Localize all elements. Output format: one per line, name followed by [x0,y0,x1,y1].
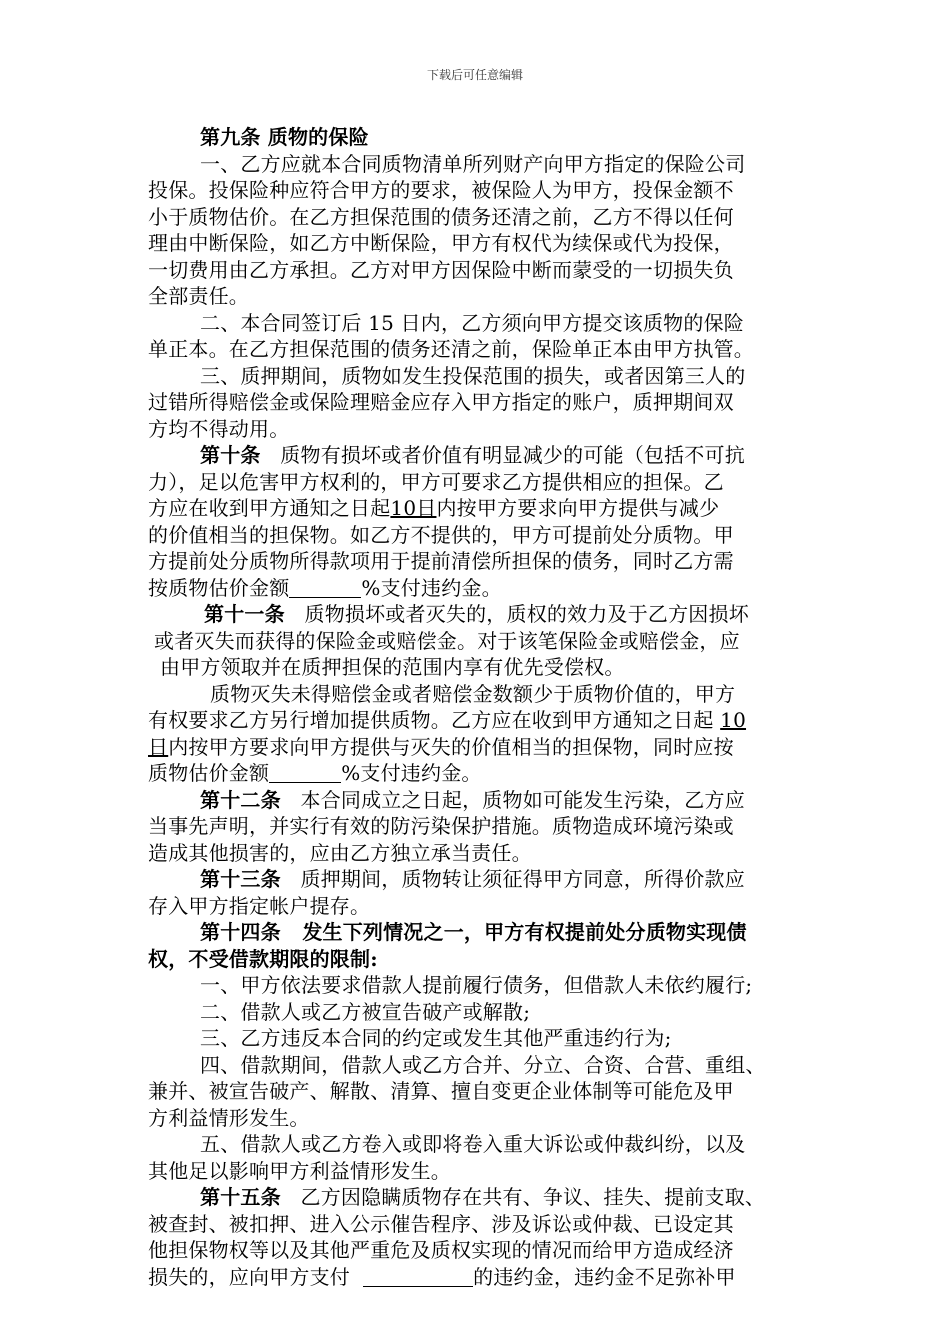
article-11-line [148,734,812,761]
article-9-line: 全部责任。 [148,284,249,308]
article-15-line: 他担保物权等以及其他严重危及质权实现的情况而给甲方造成经济 [148,1238,734,1262]
article-14-line: 权，不受借款期限的限制: [148,946,378,971]
article-9-line: 过错所得赔偿金或保险理赔金应存入甲方指定的账户，质押期间双 [148,390,734,414]
article-13-line: 存入甲方指定帐户提存。 [148,893,371,918]
article-14-text: 发生下列情况之一，甲方有权提前处分质物实现债 [302,920,747,944]
article-14-item: 其他足以影响甲方利益情形发生。 [148,1158,451,1183]
article-11-line [148,707,812,734]
article-14-item: 兼并、被宣告破产、解散、清算、擅自变更企业体制等可能危及甲 [148,1079,734,1103]
article-13-title: 第十三条 [200,867,281,891]
article-12-text: 本合同成立之日起，质物如可能发生污染，乙方应 [300,787,745,812]
article-10-line [148,495,812,522]
article-9-line: 小于质物估价。在乙方担保范围的债务还清之前，乙方不得以任何 [148,204,734,229]
article-15-line: 被查封、被扣押、进入公示催告程序、涉及诉讼或仲裁、已设定其 [148,1211,734,1236]
article-10-text: 质物有损坏或者价值有明显减少的可能（包括不可抗 [280,443,745,467]
article-9-line: 一切费用由乙方承担。乙方对甲方因保险中断而蒙受的一切损失负 [148,257,734,282]
article-15-line [148,1264,812,1291]
article-10-text: 按质物估价金额 [148,575,290,600]
article-14-item: 三、乙方违反本合同的约定或发生其他严重违约行为; [200,1026,672,1050]
article-14-item: 方利益情形发生。 [148,1105,310,1130]
article-11-days: 10 [720,708,747,732]
article-11-text: 有权要求乙方另行增加提供质物。乙方应在收到甲方通知之日起 [148,708,714,732]
article-15-first-line [148,1184,812,1211]
article-11-text: %支付违约金。 [341,761,482,785]
article-11-title: 第十一条 [204,602,285,626]
article-14-item: 四、借款期间，借款人或乙方合并、分立、合资、合营、重组、 [200,1052,766,1077]
article-9-line: 方均不得动用。 [148,416,290,441]
article-15-text: 损失的，应向甲方支付 [148,1264,350,1289]
article-11-line: 或者灭失而获得的保险金或赔偿金。对于该笔保险金或赔偿金，应 [154,628,740,653]
article-11-text: 质物损坏或者灭失的，质权的效力及于乙方因损坏 [304,602,749,626]
article-10-line [148,575,812,602]
article-15-title: 第十五条 [200,1185,281,1209]
article-12-line: 造成其他损害的，应由乙方独立承当责任。 [148,840,532,865]
document-body [148,124,812,1290]
article-9-line: 理由中断保险，如乙方中断保险，甲方有权代为续保或代为投保， [148,231,734,255]
penalty-rate-blank[interactable] [289,577,361,598]
article-9-line: 三、质押期间，质物如发生投保范围的损失，或者因第三人的 [200,363,746,388]
article-11-text: 质物估价金额 [148,761,270,785]
article-14-item: 二、借款人或乙方被宣告破产或解散; [200,999,531,1024]
article-14-item: 五、借款人或乙方卷入或即将卷入重大诉讼或仲裁纠纷，以及 [200,1132,746,1156]
article-11-line: 由甲方领取并在质押担保的范围内享有优先受偿权。 [160,655,625,679]
article-11-line: 质物灭失未得赔偿金或者赔偿金数额少于质物价值的，甲方 [210,681,736,706]
article-12-title: 第十二条 [200,787,281,812]
article-13-first-line [148,866,812,893]
penalty-rate-blank[interactable] [269,762,341,783]
article-9-line: 二、本合同签订后 15 日内，乙方须向甲方提交该质物的保险 [200,310,744,335]
article-10-text: 方应在收到甲方通知之日起 [148,496,391,520]
article-10-first-line [148,442,812,469]
article-10-text: 内按甲方要求向甲方提供与减少 [436,496,720,520]
article-11-text: 内按甲方要求向甲方提供与灭失的价值相当的担保物，同时应按 [168,734,734,759]
article-14-title: 第十四条 [200,920,281,944]
article-9-line: 单正本。在乙方担保范围的债务还清之前，保险单正本由甲方执管。 [148,337,754,361]
article-9-title: 第九条 质物的保险 [200,125,369,149]
article-11-days-unit: 日 [148,734,169,759]
article-15-text: 的违约金，违约金不足弥补甲 [473,1264,736,1289]
article-9-line: 一、乙方应就本合同质物清单所列财产向甲方指定的保险公司 [200,151,746,176]
article-10-text: %支付违约金。 [361,575,502,600]
page-header: 下载后可任意编辑 [426,68,523,82]
article-10-days: 10日 [390,496,437,520]
article-11-first-line [148,601,812,628]
article-12-first-line [148,787,812,814]
article-14-first-line [148,919,812,946]
article-11-line [148,760,812,787]
penalty-amount-blank[interactable] [363,1266,473,1287]
article-10-line: 方提前处分质物所得款项用于提前清偿所担保的债务，同时乙方需 [148,549,734,573]
article-9-line: 投保。投保险种应符合甲方的要求，被保险人为甲方，投保金额不 [148,178,734,202]
article-14-item: 一、甲方依法要求借款人提前履行债务，但借款人未依约履行; [200,973,753,997]
article-15-text: 乙方因隐瞒质物存在共有、争议、挂失、提前支取、 [300,1185,766,1209]
article-12-line: 当事先声明，并实行有效的防污染保护措施。质物造成环境污染或 [148,814,734,838]
article-10-title: 第十条 [200,443,261,467]
article-10-line: 的价值相当的担保物。如乙方不提供的，甲方可提前处分质物。甲 [148,522,734,547]
article-13-text: 质押期间，质物转让须征得甲方同意，所得价款应 [300,867,745,891]
article-10-line: 力），足以危害甲方权利的，甲方可要求乙方提供相应的担保。乙 [148,469,724,494]
